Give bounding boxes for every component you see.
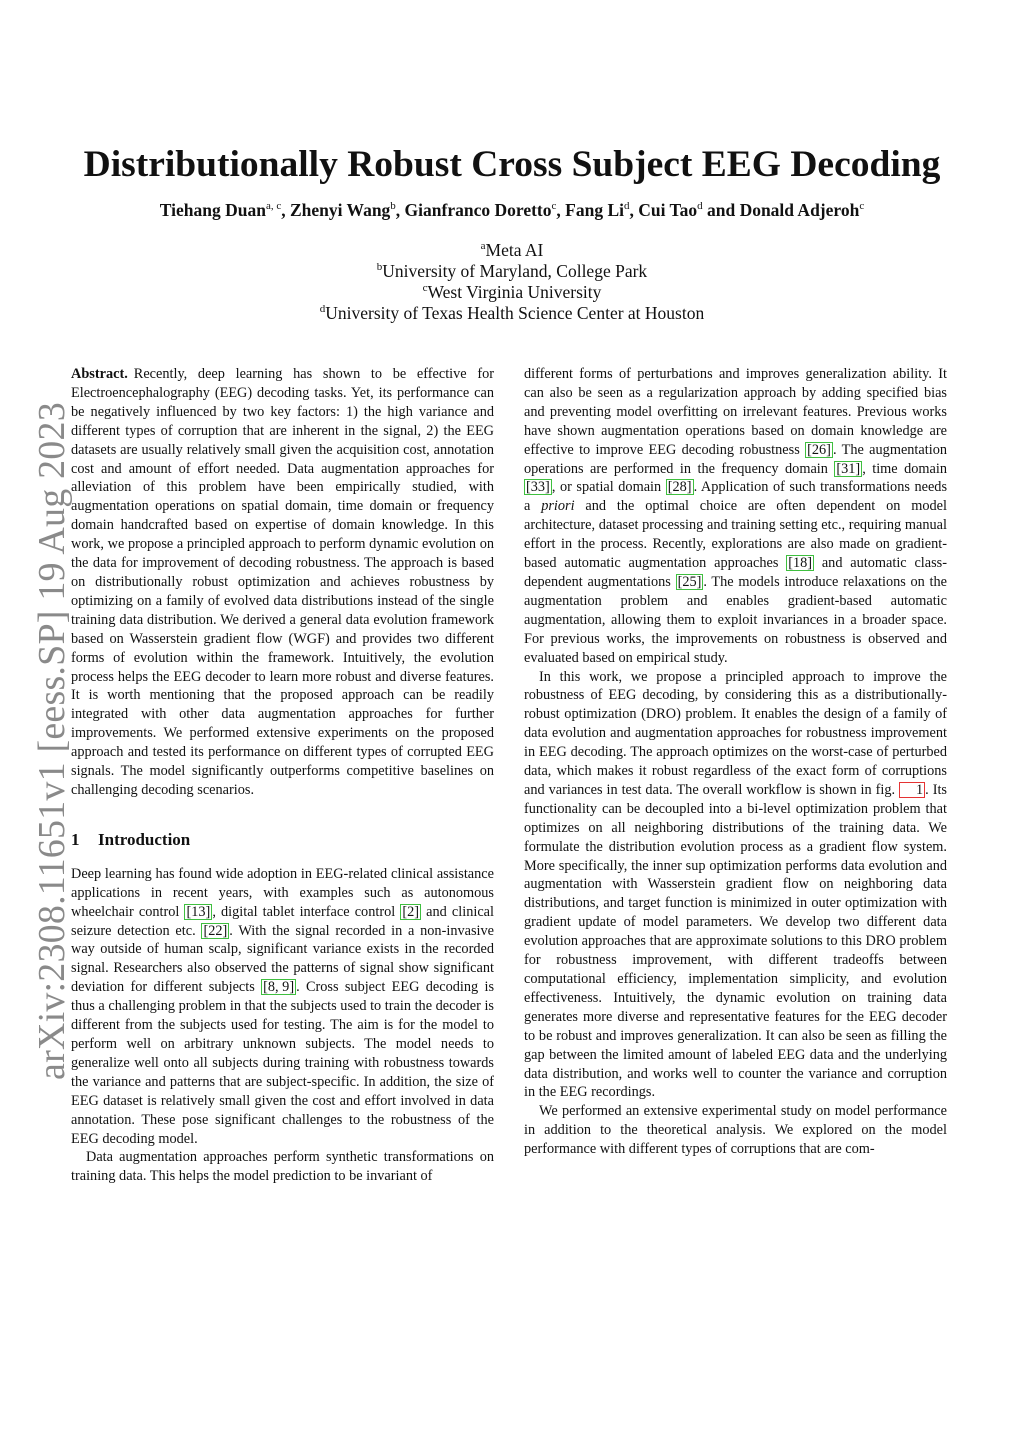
author-affiliation-mark: d bbox=[623, 200, 630, 213]
affiliation-text: Meta AI bbox=[485, 240, 544, 260]
affiliation-text: University of Texas Health Science Center at Houston bbox=[325, 303, 705, 323]
author-affiliation-mark: d bbox=[697, 200, 703, 213]
paragraph bbox=[524, 668, 947, 1103]
abstract-text: Recently, deep learning has shown to be effective for Electroencephalography (EEG) decoding tasks. Yet, its performance can be negatively influenced by two key factors: 1) the high variance and different types of corruption that are inherent in the signal, 2) the EEG datasets are usually relatively small given the acquisition cost, annotation cost and amount of effort needed. Data augmentation approaches for alleviation of this problem have been empirically studied, with augmentation operations on spatial domain, time domain or frequency domain handcrafted based on expertise of domain knowledge. In this work, we propose a principled approach to perform dynamic evolution on the data for improvement of decoding robustness. The approach is based on distributionally robust optimization and achieves robustness by optimizing on a family of evolved data distributions instead of the single training data distribution. We derived a general data evolution framework based on Wasserstein gradient flow (WGF) and provides two different forms of evolution within the framework. Intuitively, the evolution process helps the EEG decoder to learn more robust and diverse features. It is worth mentioning that the proposed approach can be readily integrated with other data augmentation approaches for further improvements. We performed extensive experiments on the proposed approach and tested its performance on different types of corrupted EEG signals. The model significantly outperforms competitive baselines on challenging decoding scenarios. bbox=[71, 366, 494, 798]
affiliation-text: University of Maryland, College Park bbox=[382, 261, 648, 281]
left-column bbox=[71, 365, 494, 1186]
paragraph-text: . Application of such transformations needs a bbox=[524, 479, 948, 515]
citation-link[interactable]: [28] bbox=[667, 479, 692, 496]
author-name: Donald Adjeroh bbox=[739, 200, 860, 220]
affiliation-mark: d bbox=[319, 303, 326, 316]
citation-link[interactable]: [22] bbox=[203, 922, 228, 939]
paragraph-text: and automatic class-dependent augmentations bbox=[524, 555, 947, 590]
author-name: Cui Tao bbox=[638, 200, 698, 220]
author-name: Gianfranco Doretto bbox=[404, 200, 552, 220]
emphasis-text: priori bbox=[541, 498, 575, 515]
paragraph-text: In this work, we propose a principled approach to improve the robustness of EEG decoding, by considering this as a distributionally-robust optimization (DRO) problem. It enables the design of a family of data evolution and augmentation approaches for robustness improvement in EEG decoding. The approach optimizes on the worst-case of perturbed data, which makes it robust regardless of the exact form of corruptions and variances in test data. The overall workflow is shown in fig. bbox=[524, 668, 947, 798]
author-name: Fang Li bbox=[565, 200, 624, 220]
affiliation bbox=[0, 303, 1024, 324]
author-affiliation-mark: c bbox=[859, 200, 865, 213]
affiliation-list bbox=[0, 240, 1024, 324]
paragraph-text: , or spatial domain bbox=[551, 479, 666, 496]
paragraph bbox=[71, 865, 494, 1149]
abstract bbox=[71, 365, 494, 800]
author-separator: , bbox=[556, 200, 566, 220]
citation-link[interactable]: [26] bbox=[807, 441, 831, 458]
paragraph-text: . Its functionality can be decoupled into a bi-level optimization problem that optimizes on all neighboring distributions of the training data. We formulate the distribution evolution process as a gradient flow system. More specifically, the inner sup optimization performs data evolution and augmentation with Wasserstein gradient flow on neighboring data distributions, and target function is minimized in outer optimization with gradient update of model parameters. We develop two different data evolution approaches that are approximate solutions to this DRO problem for robustness improvement, with different tradeoffs between computational efficiency, implementation simplicity, and evolution effectiveness. Intuitively, the dynamic evolution on training data generates more diverse and representative features for the EEG decoder to be robust and improves generalization. It can also be seen as filling the gap between the limited amount of labeled EEG data and the underlying data distribution, and works well to counter the variance and corruption in the EEG recordings. bbox=[524, 781, 947, 1101]
affiliation bbox=[0, 240, 1024, 261]
paper-title: Distributionally Robust Cross Subject EEG Decoding bbox=[83, 144, 941, 185]
affiliation bbox=[0, 261, 1024, 282]
paragraph-text: different forms of perturbations and improves generalization ability. It can also be seen as a regularization approach by adding specified bias and preventing model overfitting on irrelevant features. Previous works have shown augmentation operations based on domain knowledge are effective to improve EEG decoding robustness bbox=[524, 366, 947, 458]
affiliation bbox=[0, 282, 1024, 303]
citation-link[interactable]: [2] bbox=[402, 903, 420, 920]
paragraph bbox=[524, 365, 947, 668]
arxiv-identifier: arXiv:2308.11651v1 [eess.SP] 19 Aug 2023 bbox=[31, 402, 73, 1080]
paragraph-text: . Cross subject EEG decoding is thus a challenging problem in that the subjects used to train the decoder is different from the subjects used for testing. The aim is for the model to perform well on arbitrary unknown subjects. The model needs to generalize well onto all subjects during training with robustness towards the variance and patterns that are subject-specific. In addition, the size of EEG dataset is relatively small given the cost and effort involved in data annotation. These pose significant challenges to the robustness of the EEG decoding model. bbox=[71, 979, 495, 1147]
paragraph-text: . With the signal recorded in a non-invasive way outside of human scalp, significant variance exists in the recorded signal. Researchers also observed the patterns of signal show significant deviation for different subjects bbox=[71, 922, 494, 996]
paragraph: Data augmentation approaches perform synthetic transformations on training data. This helps the model prediction to be invariant of bbox=[71, 1149, 494, 1185]
citation-link[interactable]: [8, 9] bbox=[263, 979, 295, 996]
affiliation-mark: b bbox=[376, 261, 383, 274]
author-name: Tiehang Duan bbox=[159, 200, 266, 220]
paragraph: We performed an extensive experimental study on model performance in addition to the theoretical analysis. We explored on the model performance with different types of corruptions that are com- bbox=[524, 1103, 947, 1158]
paragraph-text: . The models introduce relaxations on the augmentation problem and enables gradient-based automatic augmentation, allowing them to exploit invariances in a broader space. For previous works, the improvements on robustness is observed and evaluated based on empirical study. bbox=[524, 573, 947, 666]
affiliation-text: West Virginia University bbox=[427, 282, 602, 302]
paragraph-text: . The augmentation operations are performed in the frequency domain bbox=[524, 441, 947, 477]
author-separator: , bbox=[629, 200, 639, 220]
author-list bbox=[0, 200, 1024, 221]
abstract-label: Abstract. bbox=[71, 366, 128, 382]
paragraph-text: , digital tablet interface control bbox=[212, 903, 401, 920]
author-separator: , bbox=[281, 200, 290, 220]
paragraph-text: and clinical seizure detection etc. bbox=[71, 903, 494, 939]
author-affiliation-mark: b bbox=[390, 200, 396, 213]
right-column bbox=[524, 365, 947, 1159]
section-title: Introduction bbox=[98, 829, 191, 849]
citation-link[interactable]: [18] bbox=[788, 555, 813, 572]
paragraph-text: Deep learning has found wide adoption in EEG-related clinical assistance applications in recent years, with examples such as autonomous wheelchair control bbox=[71, 865, 494, 920]
author-name: Zhenyi Wang bbox=[289, 200, 391, 220]
paragraph-text: and the optimal choice are often dependent on model architecture, dataset processing and training setting etc., requiring manual effort in the process. Recently, explorations are also made on gradient-based automatic augmentation approaches bbox=[524, 498, 947, 572]
author-separator: , bbox=[395, 200, 405, 220]
section-number: 1 bbox=[71, 829, 80, 849]
author-affiliation-mark: a, c bbox=[265, 200, 282, 213]
affiliation-mark: c bbox=[422, 282, 428, 295]
citation-link[interactable]: [31] bbox=[836, 460, 861, 477]
paragraph-text: , time domain bbox=[862, 460, 947, 477]
section-heading-introduction bbox=[71, 829, 494, 851]
affiliation-mark: a bbox=[480, 240, 486, 253]
citation-link[interactable]: [13] bbox=[186, 903, 211, 920]
figure-reference-link[interactable]: 1 bbox=[899, 782, 925, 798]
author-separator: and bbox=[702, 200, 740, 220]
citation-link[interactable]: [33] bbox=[526, 479, 550, 496]
citation-link[interactable]: [25] bbox=[677, 573, 702, 590]
author-affiliation-mark: c bbox=[551, 200, 557, 213]
